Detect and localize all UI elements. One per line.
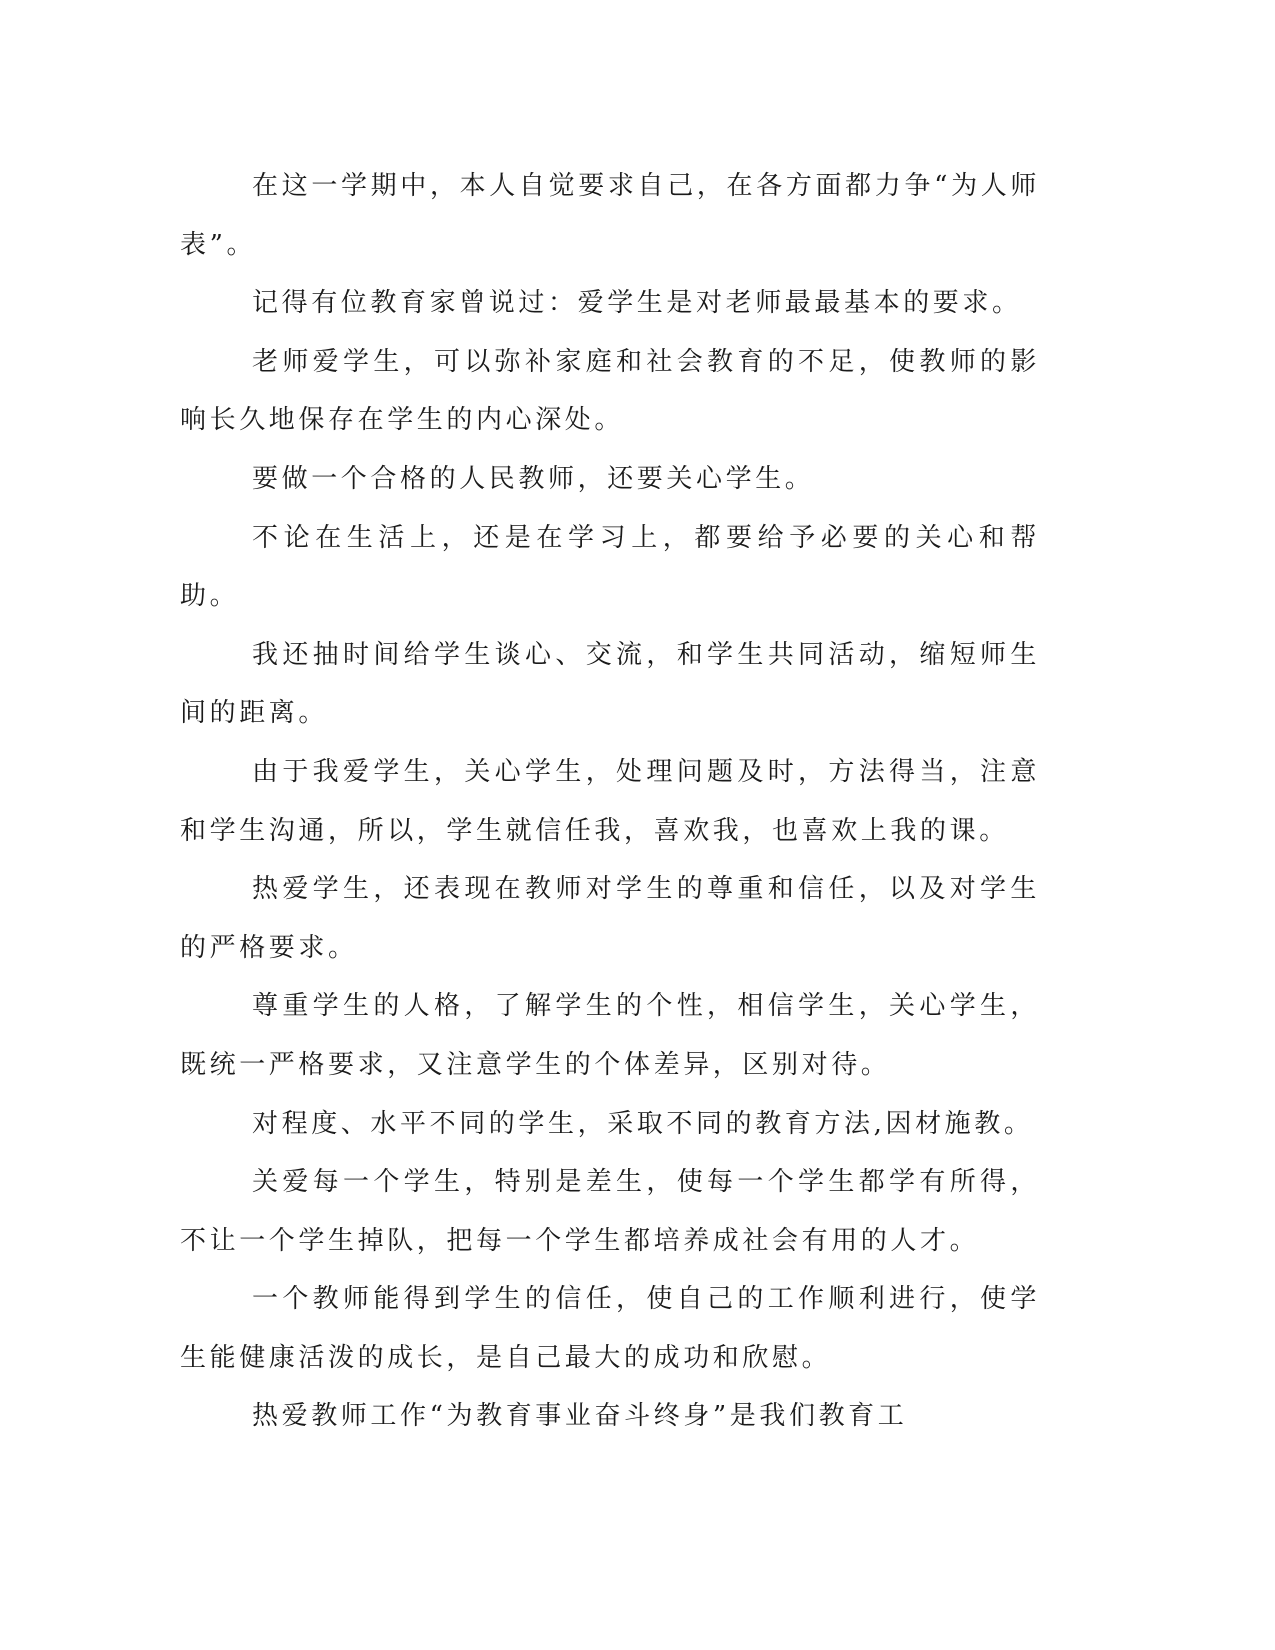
- paragraph: 要做一个合格的人民教师，还要关心学生。: [252, 463, 815, 494]
- paragraph: 我还抽时间给学生谈心、交流，和学生共同活动，缩短师生间的距离。: [180, 639, 1040, 729]
- paragraph: 热爱学生，还表现在教师对学生的尊重和信任，以及对学生的严格要求。: [180, 874, 1040, 963]
- document-body: [180, 157, 1040, 1446]
- paragraph: 老师爱学生，可以弥补家庭和社会教育的不足，使教师的影响长久地保存在学生的内心深处。: [180, 346, 1040, 436]
- paragraph: 记得有位教育家曾说过：爱学生是对老师最最基本的要求。: [252, 288, 1022, 319]
- paragraph: 关爱每一个学生，特别是差生，使每一个学生都学有所得，不让一个学生掉队，把每一个学生都培养成社会有用的人才。: [180, 1167, 1040, 1256]
- paragraph: 由于我爱学生，关心学生，处理问题及时，方法得当，注意和学生沟通，所以，学生就信任我，喜欢我，也喜欢上我的课。: [180, 756, 1040, 846]
- paragraph: 热爱教师工作“为教育事业奋斗终身”是我们教育工: [252, 1401, 908, 1432]
- paragraph: 尊重学生的人格，了解学生的个性，相信学生，关心学生，既统一严格要求，又注意学生的个体差异，区别对待。: [180, 991, 1040, 1080]
- paragraph: 不论在生活上，还是在学习上，都要给予必要的关心和帮助。: [180, 522, 1040, 612]
- paragraph: 对程度、水平不同的学生，采取不同的教育方法,因材施教。: [252, 1108, 1034, 1139]
- paragraph: 一个教师能得到学生的信任，使自己的工作顺利进行，使学生能健康活泼的成长，是自己最大的成功和欣慰。: [180, 1284, 1040, 1373]
- paragraph: 在这一学期中，本人自觉要求自己，在各方面都力争“为人师表”。: [180, 171, 1040, 260]
